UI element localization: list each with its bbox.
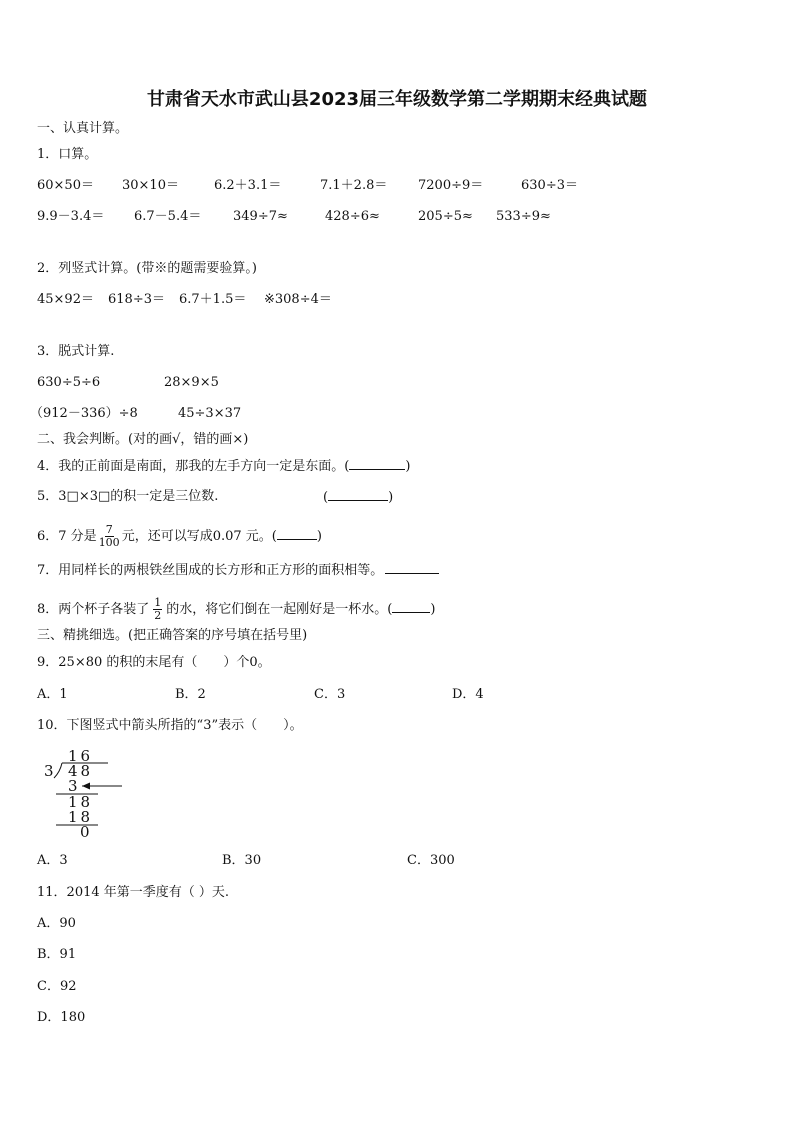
oral-calc-item: 349÷7≈ xyxy=(233,209,288,224)
section-heading-2: 二、我会判断。(对的画√，错的画×) xyxy=(37,432,249,447)
division-subtrahend-1: 3 xyxy=(68,777,78,795)
vertical-calc-item: 6.7＋1.5＝ xyxy=(179,292,247,307)
option-a[interactable]: A．90 xyxy=(37,916,76,931)
answer-blank[interactable] xyxy=(328,489,388,501)
option-b[interactable]: B．91 xyxy=(37,947,77,962)
question-9-text: 9．25×80 的积的末尾有（ ）个0。 xyxy=(37,655,271,670)
option-c[interactable]: C．3 xyxy=(314,687,346,702)
question-2-label: 2．列竖式计算。(带※的题需要验算。) xyxy=(37,261,257,276)
vertical-calc-item: 618÷3＝ xyxy=(108,292,165,307)
option-a[interactable]: A．1 xyxy=(37,687,68,702)
division-remainder-2: 0 xyxy=(80,823,90,840)
long-division-diagram xyxy=(40,744,140,840)
step-calc-item: 630÷5÷6 xyxy=(37,375,101,390)
question-4-text: 4．我的正前面是南面，那我的左手方向一定是东面。( xyxy=(37,459,350,474)
answer-blank[interactable] xyxy=(385,562,439,574)
oral-calc-item: 533÷9≈ xyxy=(496,209,551,224)
question-3-label: 3．脱式计算. xyxy=(37,344,115,359)
oral-calc-item: 30×10＝ xyxy=(122,178,179,193)
division-subtrahend-2: 18 xyxy=(68,808,94,826)
option-c[interactable]: C．300 xyxy=(407,853,455,868)
question-11-text: 11．2014 年第一季度有（ ）天. xyxy=(37,885,230,900)
step-calc-item: （912－336）÷8 xyxy=(30,406,138,421)
oral-calc-item: 7.1＋2.8＝ xyxy=(320,178,388,193)
oral-calc-item: 9.9－3.4＝ xyxy=(37,209,105,224)
oral-calc-item: 6.7－5.4＝ xyxy=(134,209,202,224)
vertical-calc-item: ※308÷4＝ xyxy=(264,292,332,307)
answer-blank[interactable] xyxy=(392,601,430,613)
option-b[interactable]: B．2 xyxy=(175,687,206,702)
fraction: $\frac{7}{100}$ xyxy=(98,523,120,549)
step-calc-item: 28×9×5 xyxy=(164,375,219,390)
oral-calc-item: 7200÷9＝ xyxy=(418,178,484,193)
fraction: $\frac{1}{2}$ xyxy=(154,596,162,622)
option-a[interactable]: A．3 xyxy=(37,853,68,868)
section-heading-3: 三、精挑细选。(把正确答案的序号填在括号里) xyxy=(37,628,308,643)
question-1-label: 1．口算。 xyxy=(37,147,98,162)
page-title: 甘肃省天水市武山县2023届三年级数学第二学期期末经典试题 xyxy=(146,89,648,110)
question-7: 7．用同样长的两根铁丝围成的长方形和正方形的面积相等。 xyxy=(37,562,439,579)
question-4: 4．我的正前面是南面，那我的左手方向一定是东面。( ) xyxy=(37,459,411,474)
question-10-text: 10．下图竖式中箭头所指的“3”表示（ ）。 xyxy=(37,718,303,733)
step-calc-item: 45÷3×37 xyxy=(178,406,242,421)
section-heading-1: 一、认真计算。 xyxy=(37,121,129,136)
option-c[interactable]: C．92 xyxy=(37,979,77,994)
oral-calc-item: 630÷3＝ xyxy=(521,178,578,193)
answer-blank[interactable] xyxy=(277,528,317,540)
division-dividend: 48 xyxy=(68,762,94,780)
arrow-head-icon xyxy=(82,783,90,790)
oral-calc-item: 205÷5≈ xyxy=(418,209,473,224)
oral-calc-item: 60×50＝ xyxy=(37,178,94,193)
question-5-answer: ( ) xyxy=(323,490,394,505)
question-5-text: 5．3□×3□的积一定是三位数. xyxy=(37,489,219,504)
option-d[interactable]: D．180 xyxy=(37,1010,86,1025)
answer-blank[interactable] xyxy=(349,458,405,470)
question-8: 8．两个杯子各装了 $\frac{1}{2}$ 的水，将它们倒在一起刚好是一杯水。( ) xyxy=(37,596,436,622)
question-6: 6．7 分是 $\frac{7}{100}$ 元，还可以写成0.07 元。( ) xyxy=(37,523,322,549)
option-b[interactable]: B．30 xyxy=(222,853,262,868)
vertical-calc-item: 45×92＝ xyxy=(37,292,94,307)
division-divisor: 3 xyxy=(44,762,54,780)
division-remainder-1: 18 xyxy=(68,793,94,811)
option-d[interactable]: D．4 xyxy=(452,687,484,702)
division-quotient: 16 xyxy=(68,747,94,765)
oral-calc-item: 6.2＋3.1＝ xyxy=(214,178,282,193)
oral-calc-item: 428÷6≈ xyxy=(325,209,380,224)
question-5 xyxy=(37,489,218,505)
